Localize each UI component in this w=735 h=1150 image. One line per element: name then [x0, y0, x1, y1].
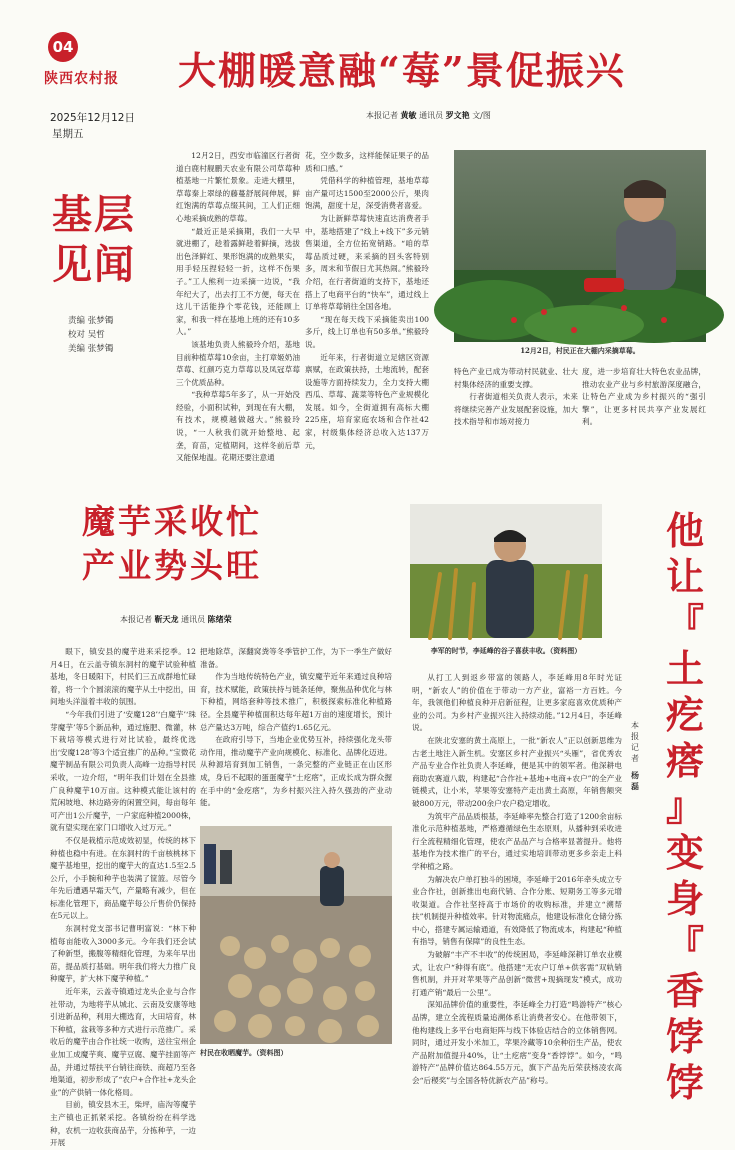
issue-weekday: 星期五	[52, 128, 84, 140]
article1-column-1: 12月2日，西安市临潼区行者街道白鹿村舰鹏天农业有限公司草莓种植基地一片繁忙景象。走进大棚里，草莓秦上翠绿的藤蔓舒展间伸展，鲜红饱满的草莓点缀其间，工人们正细心地采摘成熟的草莓。 “最近正是采摘期，我们一大早就进棚了，趁着露鲜趁着鲜摘，选拔出色泽鲜红、果形饱满的成熟果实，用手轻压捏轻轻一折，这样不伤果子。”工人熊利一边采摘一边说，“我年纪大了，出去打工不方便，每天在这儿干活能挣个零花钱，还能顾上家，和我一样在基地上班的还有10多人。” 该基地负责人熊毅玲介绍，基地目前种植草莓10余亩，主打章姬奶油草莓、红颜巧克力草莓以及凤冠草莓三个优质品种。 “我种草莓5年多了，从一开始没经验，小面积试种，到现在有大棚，有技术，规模越做越大。”熊毅玲说，“一人秋我们就开始整地、起垄，育苗，定植期间，这样冬前后草又能保地温。花期还要注意通	[176, 151, 300, 463]
article3-byline: 本报记者 杨磊	[631, 721, 639, 791]
newspaper-logo: 陕西农村报	[44, 71, 119, 87]
article2-byline: 本报记者 靳天龙 通讯员 陈绪荣	[120, 614, 232, 624]
article1-photo	[454, 150, 706, 342]
article3-vertical-title: 他 让 『 土 疙 瘩 』 变 身 『 香 饽 饽	[665, 508, 704, 1105]
article1-byline: 本报记者 黄敏 通讯员 罗文艳 文/图	[366, 110, 491, 120]
article1-column-3: 特色产业已成为带动村民就业、壮大村集体经济的重要支撑。 行者街道相关负责人表示，未来将继续完善产业发展配套设施，加大技术指导和市场对接力	[454, 367, 578, 427]
article2-photo-caption: 村民在收晒魔芋。（资料图）	[200, 1048, 288, 1057]
article3-photo	[410, 504, 602, 638]
article1-column-4: 度，进一步培育壮大特色农业品牌，推动农业产业与乡村旅游深度融合，让特色产业成为乡村振兴的“强引擎”，让更多村民共享产业发展红利。	[582, 367, 706, 427]
article2-photo	[200, 826, 392, 1044]
article2-title: 魔芋采收忙 产业势头旺	[82, 502, 262, 585]
staff-credits: 责编 张梦镯 校对 吴哲 美编 张梦镯	[68, 316, 114, 354]
issue-date: 2025年12月12日	[50, 112, 135, 124]
article2-column-2: 把地除草，深翻窝粪等冬季管护工作，为下一季生产做好准备。 作为当地传统特色产业，镇安魔芋近年来通过良种培育，技术赋能，政策扶持与链条延伸，聚焦品种优化与林下种植，网络套种等技术推广，积极探索标准化种植路径。全县魔芋种植面积达每年超1万亩的速度增长，预计总产量达3万吨，综合产值约1.65亿元。 在政府引导下，当地企业优势互补，持续强化龙头带动作用，推动魔芋产业向规模化、标准化、品牌化迈进。从种源培育到加工销售，一条完整的产业链正在山区形成，身后不起眼的蛋蛋魔芋“土疙瘩”，正成长成为群众握在手中的“金疙瘩”，为乡村振兴注入持久强劲的产业动能。	[200, 647, 392, 808]
article1-photo-caption: 12月2日，村民正在大棚内采摘草莓。	[520, 346, 640, 355]
section-title: 基层 见闻	[52, 191, 136, 288]
article1-column-2: 花，空少数多，这样能保证果子的品质和口感。” 凭借科学的种植管理，基地草莓亩产量可达1500至2000公斤，果肉饱满，甜度十足，深受消费者喜爱。 为让新鲜草莓快速直达消费者手中，基地搭建了“线上+线下”多元销售渠道，全方位拓宽销路。“咱的草莓品质过硬，来采摘的回头客特别多，周末和节假日尤其热闹。”熊毅玲介绍，在行者街道的支持下，基地还搭上了电商平台的“快车”，通过线上订单将草莓销往全国各地。 “现在每天线下采摘能卖出100多斤，线上订单也有50多单。”熊毅玲说。 近年来，行者街道立足辖区资源禀赋，在政策扶持，土地流转，配套设施等方面持续发力，全力支持大棚西瓜、草莓、蔬菜等特色产业规模化发展。如今，全街道拥有高标大棚225座，培育家庭农场和合作社42家，村级集体经济总收入达137万元，	[305, 151, 429, 450]
article3-body: 从打工人到返乡带富的领路人，李延峰用8年时光证明，“新农人”的价值在于带动一方产业，富裕一方百姓。今年，我领他们种植良种开启新征程，让更多家庭喜欢优质种产业的公司。为乡村产业振兴注入持续动能。”12月4日，李延峰说。 在陕北安塞的黄土高原上，一批“新农人”正以创新思维为古老土地注入新生机。安塞区乡村产业振兴“头雁”，省优秀农产品专业合作社负责人李延峰，便是其中的领军者。他深耕电商助农赛道八载，构建起“合作社+基地+电商+农户”的全产业链模式，让小米，苹果等安塞特产走出黄土高原，年销售额突破800万元，带动200余户农户稳定增收。 为筑牢产品品质根基，李延峰率先整合打造了1200余亩标准化示范种植基地，严格遵循绿色生态原则，从播种到采收进行全流程精细化管理，使农产品品产与合格率显著提升。他将基地作为技术推广的平台，通过实地培训带动更多乡亲走上科学种植之路。 为解决农户单打独斗的困境，李延峰于2016年牵头成立专业合作社，创新推出电商代销、合作分账、短期务工等多元增收渠道。合作社坚持高于市场价的收购标准，并建立“溯帮扶”机制提升种植效率。针对物流痛点，他建设标准化仓储分拣中心，搭建专属运输通道，有效降低了物流成本，构建起“种植有指导，销售有保障”的良性生态。 为破解“丰产不丰收”的传统困局，李延峰深耕订单农业模式，让农户“种得有底”。他搭建“无农户订单+供客需”双轨销售机制，并开对苹果等产品创新“微营+现摘现发”模式，成功打通产销“最后一公里”。 深知品牌价值的重要性，李延峰全力打造“鸣游特产”核心品牌，建立全流程质量追溯体系让消费者安心。在他带领下，他构建线上多平台电商矩阵与线下体验店结合的立体销售网。同时，通过开发小米加工，苹果冷藏等10余种衍生产品，使农产品附加值提升40%，让“土疙瘩”变身“香饽饽”。如今，“鸣游特产”品牌价值达864.55万元，旗下产品先后荣获杨凌农高会“后稷奖”与全国各特优新农产品”称号。	[412, 673, 622, 1085]
article3-photo-caption: 李军的时节，李延峰的谷子喜获丰收。（资料图）	[430, 646, 582, 655]
main-headline: 大棚暖意融“莓”景促振兴	[178, 48, 626, 93]
konjac-harvest-photo	[200, 826, 392, 1044]
millet-harvest-photo	[410, 504, 602, 638]
strawberry-greenhouse-photo	[454, 150, 706, 342]
article2-column-1: 眼下，镇安县的魔芋进来采挖季。12月4日，在云盖寺镇东洞村的魔芋试验种植基地，冬日暖阳下，村民们三五成群地忙碌着，将一个个圆滚滚的魔芋从土中挖出，田间地头洋溢着丰收的氛围。 “今年我们引进了‘安魔128’‘白魔芋’‘珠芽魔芋’等5个新品种，通过施肥、微灌，林下栽培等模式进行对比试验，最终优选出‘安魔128’等3个适宜推广的品种。”宝微花魔芋制品有限公司负责人高峰一边指导村民采收，一边介绍，“明年我们计划在全县推广良种魔芋10万亩。这种模式能让该村的荒闲坡地、林边路旁的闲置空间，每亩每年可产出1公斤魔芋，一户家庭种植2000株，就有望实现在家门口增收入过万元。” 不仅是栽植示范成效初显，传统的林下种植也稳中有进。在东洞村的千亩核桃林下魔芋基地里，挖出的魔芋大的直达1.5至2.5公斤，小手腕和种芋也装满了筐篮。尽管今年先后遭遇早霜天气，产量略有减少，但在标准化管理下，商品魔芋每公斤售价仍保持在5元以上。 东洞村党支部书记曹明富说：“林下种植每亩能收入3000多元。今年我们还会试了种新型，搬腹等精细化管理，为来年早出苗，提品质打基础。明年我们将大力推广良种魔芋，扩大林下魔芋种植。” 近年来，云盖寺镇通过龙头企业与合作社带动，为地将芋从城北、云南及安康等地引进新品种，利用大棚选育，大田培育，林下种植，盆栽等多种方式进行示范推广。采收后的魔芋由合作社统一收购，送往宝州企业加工成魔芋爽、魔芋豆腐、魔芋挂面等产品，并通过帮扶平台销往商铁、商超乃至各地渠道，初步形成了“农户+合作社+龙头企业”的产供销一体化格局。 目前，镇安县木王，柴坪，庙沟等魔芋主产镇也正抓紧采挖。各镇纷纷在科学选种，农机一边收获商品芋，分拣种芋，一边开展	[50, 647, 196, 1148]
page-number-badge: 04	[48, 32, 78, 62]
